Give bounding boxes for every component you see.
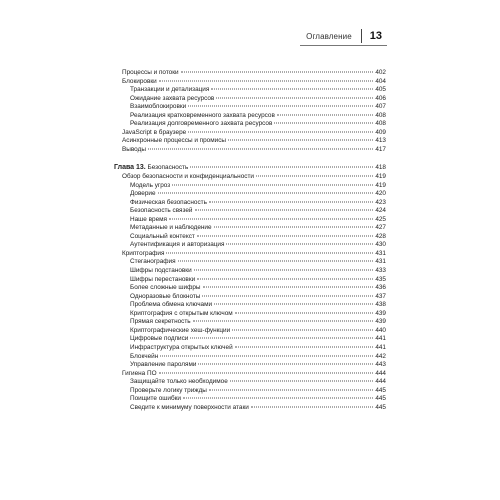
toc-page-number: 408: [375, 120, 386, 128]
toc-entry[interactable]: [114, 207, 386, 216]
toc-entry-title: [122, 129, 186, 138]
toc-entry-title: [130, 335, 188, 344]
toc-entry-text: Выводы: [122, 145, 146, 153]
toc-entry-text: Метаданные и наблюдение: [130, 224, 212, 232]
toc-entry-text: Управление паролями: [130, 361, 197, 369]
toc-entry-text: Физическая безопасность: [130, 198, 207, 206]
toc-page-number: 404: [375, 77, 386, 85]
toc-entry-title: [130, 86, 209, 95]
toc-entry[interactable]: [114, 327, 386, 336]
toc-page-number: 417: [375, 145, 386, 153]
toc-page-number: 407: [375, 103, 386, 111]
toc-entry-text: Криптография с открытым ключом: [130, 309, 233, 317]
dot-leader: [256, 176, 373, 177]
running-header-title: Оглавление: [306, 31, 352, 41]
toc-entry-text: Инфраструктура открытых ключей: [130, 343, 233, 351]
toc-entry[interactable]: [114, 216, 386, 225]
toc-entry[interactable]: [114, 310, 386, 319]
toc-entry-text: Защищайте только необходимое: [130, 378, 228, 386]
dot-leader: [230, 381, 374, 382]
toc-entry-title: [130, 318, 191, 327]
toc-entry-text: Прямая секретность: [130, 318, 191, 326]
toc-entry[interactable]: [114, 103, 386, 112]
dot-leader: [226, 244, 373, 245]
dot-leader: [235, 346, 374, 347]
dot-leader: [169, 218, 373, 219]
toc-entry[interactable]: [114, 112, 386, 121]
toc-entry-text: Модель угроз: [130, 181, 171, 189]
toc-entry-title: [130, 182, 170, 191]
toc-page-number: 402: [375, 69, 386, 76]
toc-entry[interactable]: [114, 190, 386, 199]
toc-page-number: 431: [375, 258, 386, 266]
toc-entry-title: [130, 361, 196, 370]
dot-leader: [195, 210, 374, 211]
toc-entry-title: [130, 310, 233, 319]
toc-entry-text: Криптографические хеш-функции: [130, 326, 231, 334]
dot-leader: [211, 89, 373, 90]
toc-entry[interactable]: [114, 353, 386, 362]
toc-entry-title: [130, 233, 195, 242]
dot-leader: [274, 123, 373, 124]
toc-entry[interactable]: [114, 233, 386, 242]
toc-entry-title: [130, 258, 176, 267]
toc-entry-title: [130, 301, 212, 310]
toc-entry-text: Криптография: [122, 249, 165, 257]
toc-page-number: 444: [375, 369, 386, 377]
dot-leader: [216, 97, 373, 98]
toc-entry-title: [130, 267, 192, 276]
dot-leader: [228, 140, 373, 141]
toc-entry[interactable]: [114, 250, 386, 259]
toc-entry-title: [130, 241, 224, 250]
dot-leader: [190, 167, 373, 168]
dot-leader: [214, 304, 373, 305]
dot-leader: [232, 329, 373, 330]
toc-entry-text: Проблема обмена ключами: [130, 301, 213, 309]
toc-entry-title: [130, 276, 195, 285]
toc-entry[interactable]: [114, 361, 386, 370]
toc-entry-title: [130, 120, 272, 129]
toc-entry-title: [130, 293, 200, 302]
toc-entry[interactable]: [114, 276, 386, 285]
toc-entry-text: Обзор безопасности и конфиденциальности: [122, 173, 254, 181]
toc-entry-text: Цифровые подписи: [130, 335, 189, 343]
toc-page-number: 419: [375, 181, 386, 189]
toc-entry[interactable]: [114, 95, 386, 104]
toc-entry[interactable]: [114, 258, 386, 267]
toc-page-number: 419: [375, 173, 386, 181]
toc-entry-title: [130, 387, 207, 396]
toc-entry[interactable]: [114, 69, 386, 78]
toc-entry-text: Проверьте логику трижды: [130, 386, 207, 394]
toc-entry[interactable]: [114, 120, 386, 129]
page-number: 13: [369, 30, 382, 42]
dot-leader: [190, 338, 373, 339]
toc-entry[interactable]: [114, 284, 386, 293]
toc-entry[interactable]: [114, 395, 386, 404]
toc-page-number: 441: [375, 335, 386, 343]
toc-entry[interactable]: [114, 344, 386, 353]
toc-entry-text: Аутентификация и авторизация: [130, 241, 225, 249]
toc-entry-title: [130, 378, 228, 387]
toc-page-number: 442: [375, 352, 386, 360]
toc-entry-title: [130, 327, 230, 336]
toc-entry[interactable]: [114, 404, 386, 413]
chapter-label: Глава 13.: [114, 164, 146, 172]
toc-entry-text: JavaScript в браузере: [122, 128, 187, 136]
toc-entry-title: [122, 137, 226, 146]
toc-page-number: 408: [375, 111, 386, 119]
toc-entry-title: [130, 353, 158, 362]
toc-page-number: 445: [375, 386, 386, 394]
toc-entry[interactable]: [114, 86, 386, 95]
toc-entry-text: Доверие: [130, 190, 156, 198]
toc-entry[interactable]: [114, 378, 386, 387]
toc-page-number: 420: [375, 190, 386, 198]
toc-entry[interactable]: [114, 224, 386, 233]
toc-entry-text: Одноразовые блокноты: [130, 292, 201, 300]
toc-entry[interactable]: [114, 387, 386, 396]
dot-leader: [202, 295, 373, 296]
toc-page-number: 433: [375, 267, 386, 275]
toc-entry-text: Ожидание захвата ресурсов: [130, 94, 215, 102]
toc-entry[interactable]: [114, 335, 386, 344]
toc-page-number: 444: [375, 378, 386, 386]
toc-entry-title: [130, 199, 207, 208]
dot-leader: [188, 131, 373, 132]
dot-leader: [183, 398, 373, 399]
toc-entry-text: Асинхронные процессы и промисы: [122, 137, 226, 145]
toc-entry-title: [122, 250, 164, 259]
toc-entry-text: Реализация кратковременного захвата ресурсов: [130, 111, 275, 119]
toc-entry-title: [122, 69, 179, 78]
toc-page-number: 423: [375, 198, 386, 206]
toc-page-number: 418: [375, 164, 386, 172]
toc-entry[interactable]: [114, 199, 386, 208]
table-of-contents: [114, 69, 386, 412]
page-header: [306, 29, 382, 43]
toc-entry-text: Поищите ошибки: [130, 395, 182, 403]
toc-entry-title: [130, 190, 156, 199]
dot-leader: [159, 372, 374, 373]
toc-entry-title: [114, 164, 188, 173]
toc-page-number: 443: [375, 361, 386, 369]
dot-leader: [203, 287, 374, 288]
toc-entry-text: Более сложные шифры: [130, 284, 201, 292]
toc-page-number: 409: [375, 128, 386, 136]
toc-entry-title: [130, 216, 167, 225]
toc-entry[interactable]: [114, 267, 386, 276]
toc-entry-title: [122, 78, 157, 87]
toc-entry[interactable]: [114, 301, 386, 310]
toc-entry-text: Наше время: [130, 215, 167, 223]
toc-page-number: 435: [375, 275, 386, 283]
dot-leader: [194, 270, 374, 271]
dot-leader: [188, 106, 373, 107]
toc-page-number: 439: [375, 318, 386, 326]
header-rule: [300, 45, 387, 46]
dot-leader: [181, 72, 374, 73]
toc-page-number: 406: [375, 94, 386, 102]
toc-page-number: 413: [375, 137, 386, 145]
toc-entry-title: [130, 344, 233, 353]
toc-entry-title: [122, 173, 254, 182]
toc-page-number: 425: [375, 215, 386, 223]
toc-entry-text: Безопасность связей: [130, 207, 193, 215]
dot-leader: [159, 80, 374, 81]
toc-entry-title: [130, 112, 275, 121]
toc-entry-title: [130, 404, 249, 413]
dot-leader: [148, 148, 373, 149]
toc-entry-title: [122, 146, 146, 155]
toc-entry-title: [130, 224, 212, 233]
toc-page-number: 424: [375, 207, 386, 215]
toc-page-number: 430: [375, 241, 386, 249]
dot-leader: [209, 389, 373, 390]
dot-leader: [251, 406, 374, 407]
header-separator: [361, 29, 362, 43]
toc-entry[interactable]: [114, 370, 386, 379]
toc-page-number: 437: [375, 292, 386, 300]
toc-entry-text: Процессы и потоки: [122, 69, 179, 76]
dot-leader: [158, 193, 374, 194]
toc-page-number: 445: [375, 395, 386, 403]
toc-entry-title: [130, 103, 186, 112]
toc-entry[interactable]: [114, 137, 386, 146]
toc-entry[interactable]: [114, 318, 386, 327]
dot-leader: [209, 201, 373, 202]
toc-entry-text: Блокчейн: [130, 352, 159, 360]
toc-entry-text: Безопасность: [147, 164, 189, 172]
dot-leader: [235, 312, 374, 313]
dot-leader: [172, 184, 373, 185]
toc-entry-text: Блокировки: [122, 77, 157, 85]
dot-leader: [193, 321, 374, 322]
toc-entry[interactable]: [114, 182, 386, 191]
toc-entry[interactable]: [114, 173, 386, 182]
toc-entry-text: Сведите к минимуму поверхности атаки: [130, 403, 249, 411]
toc-page-number: 405: [375, 86, 386, 94]
toc-entry-text: Стеганография: [130, 258, 176, 266]
toc-entry[interactable]: [114, 241, 386, 250]
toc-entry-title: [130, 95, 214, 104]
toc-entry[interactable]: [114, 146, 386, 155]
dot-leader: [197, 278, 373, 279]
toc-entry-text: Реализация долговременного захвата ресурсов: [130, 120, 273, 128]
dot-leader: [214, 227, 374, 228]
dot-leader: [277, 114, 373, 115]
toc-entry-text: Гигиена ПО: [122, 369, 157, 377]
toc-chapter-entry[interactable]: [114, 164, 386, 173]
dot-leader: [160, 355, 373, 356]
dot-leader: [178, 261, 374, 262]
toc-entry[interactable]: [114, 78, 386, 87]
dot-leader: [198, 364, 373, 365]
toc-entry-title: [130, 207, 193, 216]
toc-page-number: 427: [375, 224, 386, 232]
dot-leader: [197, 235, 373, 236]
toc-entry-text: Транзакции и детализация: [130, 86, 210, 94]
toc-entry-title: [130, 284, 201, 293]
toc-page-number: 445: [375, 403, 386, 411]
toc-page-number: 440: [375, 326, 386, 334]
toc-page-number: 431: [375, 249, 386, 257]
toc-page-number: 428: [375, 232, 386, 240]
toc-entry-title: [122, 370, 157, 379]
toc-entry-text: Шифры подстановки: [130, 267, 192, 275]
toc-page-number: 436: [375, 284, 386, 292]
toc-entry[interactable]: [114, 293, 386, 302]
toc-entry-title: [130, 395, 181, 404]
toc-page-number: 438: [375, 301, 386, 309]
toc-entry-text: Социальный контекст: [130, 232, 195, 240]
toc-page-number: 441: [375, 343, 386, 351]
toc-entry-text: Взаимоблокировки: [130, 103, 187, 111]
dot-leader: [166, 252, 373, 253]
toc-page-number: 439: [375, 309, 386, 317]
toc-entry-text: Шифры перестановки: [130, 275, 196, 283]
toc-entry[interactable]: [114, 129, 386, 138]
